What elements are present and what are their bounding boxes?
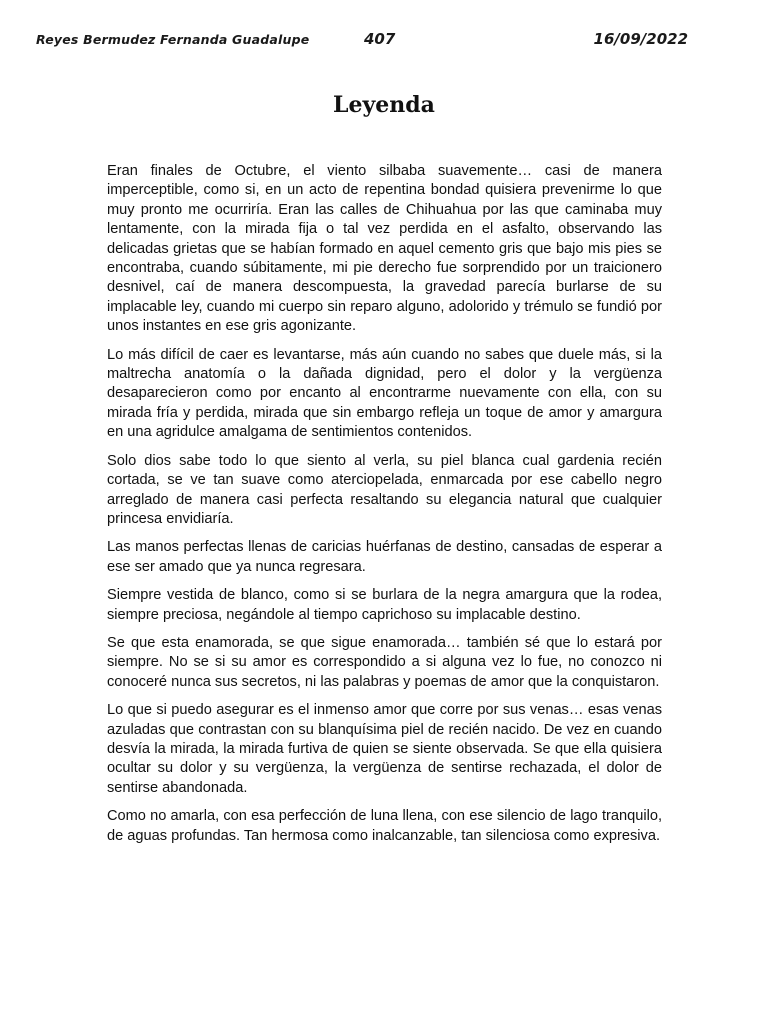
header-date: 16/09/2022 <box>593 30 688 48</box>
paragraph-2: Lo más difícil de caer es levantarse, más aún cuando no sabes que duele más, si la maltrecha anatomía o la dañada dignidad, pero el dolor y la vergüenza desaparecieron como por encanto al encontrarme nuevamente con ella, con su mirada fría y perdida, mirada que sin embargo refleja un toque de amor y amargura en una agridulce amalgama de sentimientos contenidos. <box>107 346 662 441</box>
paragraph-5: Siempre vestida de blanco, como si se burlara de la negra amargura que la rodea, siempre preciosa, negándole al tiempo caprichoso su implacable destino. <box>107 587 662 623</box>
paragraph-7: Lo que si puedo asegurar es el inmenso amor que corre por sus venas… esas venas azuladas que contrastan con su blanquísima piel de recién nacido. De vez en cuando desvía la mirada, la mirada furtiva de quien se siente observada. Se que ella quisiera ocultar su dolor y su vergüenza, la vergüenza de sentirse rechazada, el dolor de sentirse abandonada. <box>107 702 662 796</box>
paragraph-4: Las manos perfectas llenas de caricias huérfanas de destino, cansadas de esperar a ese ser amado que ya nunca regresara. <box>107 539 662 575</box>
paragraph-3: Solo dios sabe todo lo que siento al verla, su piel blanca cual gardenia recién cortada, se ve tan suave como aterciopelada, enmarcada por ese cabello negro arreglado de manera casi perfecta resaltando su elegancia natural que cualquier princesa envidiaría. <box>107 452 662 527</box>
student-number: 407 <box>364 30 396 48</box>
document-title: Leyenda <box>333 92 435 118</box>
paragraph-6: Se que esta enamorada, se que sigue enamorada… también sé que lo estará por siempre. No se si su amor es correspondido a si alguna vez lo fue, no conozco ni conoceré nunca sus secretos, ni las palabras y poemas de amor que la conquistaron. <box>107 634 662 690</box>
paragraph-8: Como no amarla, con esa perfección de luna llena, con ese silencio de lago tranquilo, de aguas profundas. Tan hermosa como inalcanzable, tan silenciosa como expresiva. <box>107 808 662 844</box>
author-name: Reyes Bermudez Fernanda Guadalupe <box>36 32 310 47</box>
paragraph-1: Eran finales de Octubre, el viento silbaba suavemente… casi de manera imperceptible, como si, en un acto de repentina bondad quisiera prevenirme lo que muy pronto me ocurriría. Eran las calles de Chihuahua por las que caminaba muy lentamente, con la mirada fija o tal vez perdida en el asfalto, observando las delicadas grietas que se habían formado en aquel cemento gris que bajo mis pies se encontraba, cuando súbitamente, mi pie derecho fue sorprendido por un traicionero desnivel, caí de manera descompuesta, la gravedad parecía burlarse de su implacable ley, cuando mi cuerpo sin reparo alguno, adolorido y trémulo se fundió por unos instantes en ese gris agonizante. <box>107 163 662 335</box>
page-header <box>36 30 688 54</box>
document-body <box>107 162 662 855</box>
